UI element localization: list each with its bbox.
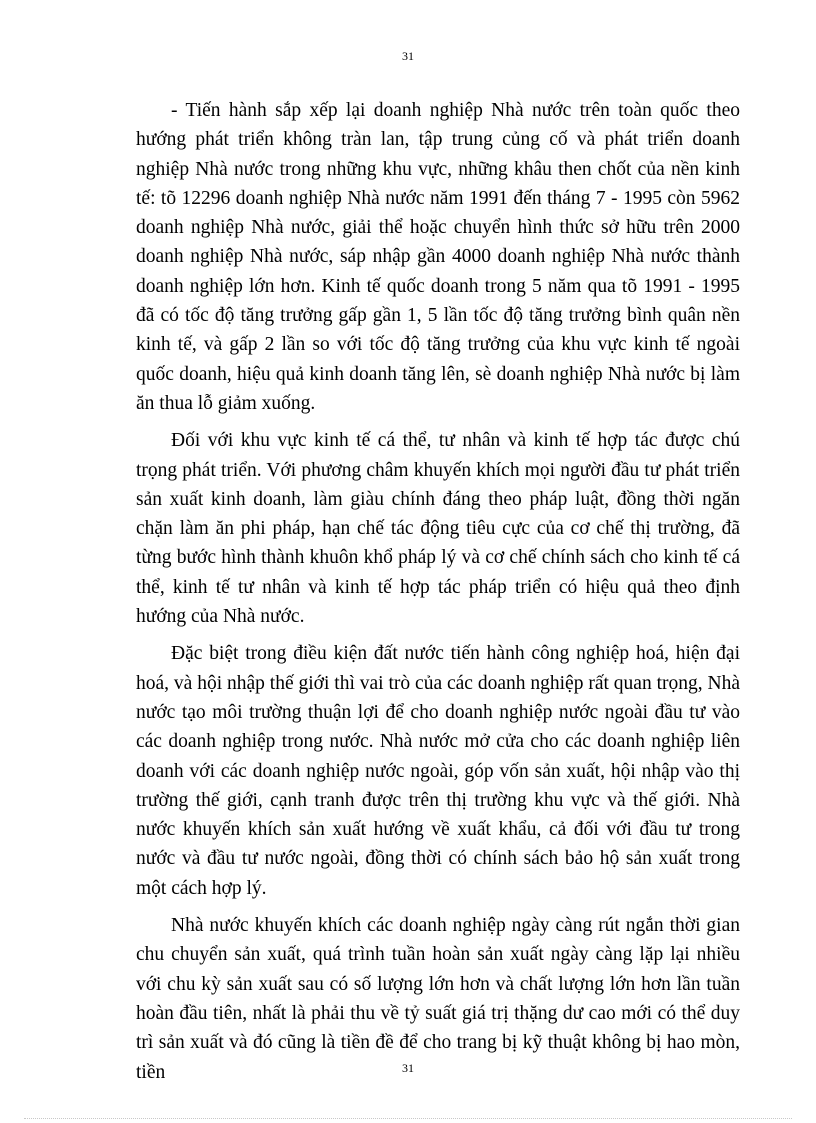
page-number-bottom: 31	[402, 1061, 414, 1075]
paragraph-private-sector: Đối với khu vực kinh tế cá thể, tư nhân và kinh tế hợp tác được chú trọng phát triển. Với phương châm khuyến khích mọi người đầu tư phát triển sản xuất kinh doanh, làm giàu chính đáng theo pháp luật, đồng thời ngăn chặn làm ăn phi pháp, hạn chế tác động tiêu cực của cơ chế thị trường, đã từng bước hình thành khuôn khổ pháp lý và cơ chế chính sách cho kinh tế cá thể, kinh tế tư nhân và kinh tế hợp tác pháp triển có hiệu quả theo định hướng của Nhà nước.	[136, 430, 740, 628]
paragraph-state-enterprise-restructuring: - Tiến hành sắp xếp lại doanh nghiệp Nhà nước trên toàn quốc theo hướng phát triển không tràn lan, tập trung củng cố và phát triển doanh nghiệp Nhà nước trong những khu vực, những khâu then chốt của nền kinh tế: tõ 12296 doanh nghiệp Nhà nước năm 1991 đến tháng 7 - 1995 còn 5962 doanh nghiệp Nhà nước, giải thể hoặc chuyển hình thức sở hữu trên 2000 doanh nghiệp Nhà nước, sáp nhập gần 4000 doanh nghiệp Nhà nước thành doanh nghiệp lớn hơn. Kinh tế quốc doanh trong 5 năm qua tõ 1991 - 1995 đã có tốc độ tăng trưởng gấp gần 1, 5 lần tốc độ tăng trưởng bình quân nền kinh tế, và gấp 2 lần so với tốc độ tăng trưởng của khu vực kinh tế ngoài quốc doanh, hiệu quả kinh doanh tăng lên, sè doanh nghiệp Nhà nước bị làm ăn thua lỗ giảm xuống.	[136, 100, 740, 414]
page-number-top: 31	[402, 49, 414, 63]
document-body	[136, 96, 740, 1087]
paragraph-production-cycle: Nhà nước khuyến khích các doanh nghiệp ngày càng rút ngắn thời gian chu chuyển sản xuất, quá trình tuần hoàn sản xuất ngày càng lặp lại nhiều với chu kỳ sản xuất sau có số lượng lớn hơn và chất lượng lớn hơn lần tuần hoàn đầu tiên, nhất là phải thu về tỷ suất giá trị thặng dư cao mới có thể duy trì sản xuất và đó cũng là tiền đề để cho trang bị kỹ thuật không bị hao mòn, tiền	[136, 915, 740, 1083]
paragraph-industrialization: Đặc biệt trong điều kiện đất nước tiến hành công nghiệp hoá, hiện đại hoá, và hội nhập thế giới thì vai trò của các doanh nghiệp rất quan trọng, Nhà nước tạo môi trường thuận lợi để cho doanh nghiệp nước ngoài đầu tư vào các doanh nghiệp trong nước. Nhà nước mở cửa cho các doanh nghiệp liên doanh với các doanh nghiệp nước ngoài, góp vốn sản xuất, hội nhập vào thị trường thế giới, cạnh tranh được trên thị trường khu vực và thế giới. Nhà nước khuyến khích sản xuất hướng về xuất khẩu, cả đối với đầu tư trong nước và đầu tư nước ngoài, đồng thời có chính sách bảo hộ sản xuất trong một cách hợp lý.	[136, 643, 740, 899]
page-divider	[24, 1118, 792, 1119]
